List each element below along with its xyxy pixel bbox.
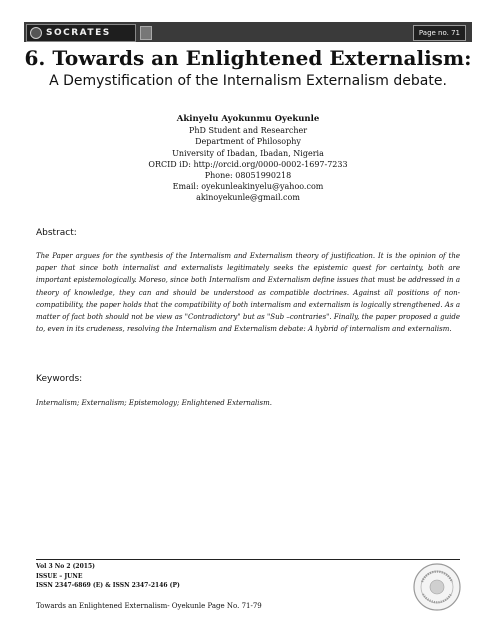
keywords-text: Internalism; Externalism; Epistemology; Enlightened Externalism.	[36, 399, 272, 407]
journal-header-bar	[24, 22, 472, 42]
logo-text: SOCRATES	[46, 28, 111, 38]
abstract-heading: Abstract:	[36, 228, 77, 238]
footer-issue: ISSUE – JUNE	[36, 572, 83, 580]
abstract-text: The Paper argues for the synthesis of the Internalism and Externalism theory of justification. It is the opinion of the paper that since both internalist and externalists legitimately seeks the epistemic quest for certainty, both are important epistemologically. Moreso, since both Internalism and Externalism define issues that must be addressed in a theory of knowledge, they can and should be understood as compatible doctrines. Against all positions of non-compatibility, the paper holds that the compatibility of both internalism and externalism is logically strengthened. As a matter of fact both should not be view as "Contradictory" but as "Sub –contraries". Finally, the paper proposed a guide to, even in its crudeness, resolving the Internalism and Externalism debate: A hybrid of internalism and externalism.	[36, 252, 460, 334]
paper-subtitle: A Demystification of the Internalism Externalism debate.	[49, 73, 447, 89]
author-phone: Phone: 08051990218	[204, 171, 292, 181]
author-orcid: ORCID iD: http://orcid.org/0000-0002-1697-7233	[148, 159, 348, 169]
footer-divider	[36, 559, 460, 560]
footer-meta	[36, 562, 180, 591]
page-number-badge: Page no. 71	[413, 25, 466, 41]
author-email: Email: oyekunleakinyelu@yahoo.com	[172, 182, 324, 192]
journal-logo	[26, 24, 136, 42]
paper-title: 6. Towards an Enlightened Externalism:	[24, 46, 472, 70]
author-email-alt: akinoyekunle@gmail.com	[196, 193, 300, 203]
footer-volume: Vol 3 No 2 (2015)	[36, 563, 95, 570]
footer-issn: ISSN 2347-6869 (E) & ISSN 2347-2146 (P)	[36, 582, 180, 589]
footer-citation: Towards an Enlightened Externalism- Oyekunle Page No. 71-79	[36, 602, 262, 610]
journal-stamp-icon	[412, 562, 462, 612]
author-name: Akinyelu Ayokunmu Oyekunle	[176, 114, 320, 124]
author-department: Department of Philosophy	[195, 137, 301, 147]
logo-emblem-icon	[30, 27, 42, 39]
author-university: University of Ibadan, Ibadan, Nigeria	[172, 148, 324, 158]
keywords-heading: Keywords:	[36, 374, 83, 384]
author-position: PhD Student and Researcher	[188, 126, 308, 136]
author-block	[0, 114, 496, 204]
logo-seal-icon	[140, 26, 152, 40]
